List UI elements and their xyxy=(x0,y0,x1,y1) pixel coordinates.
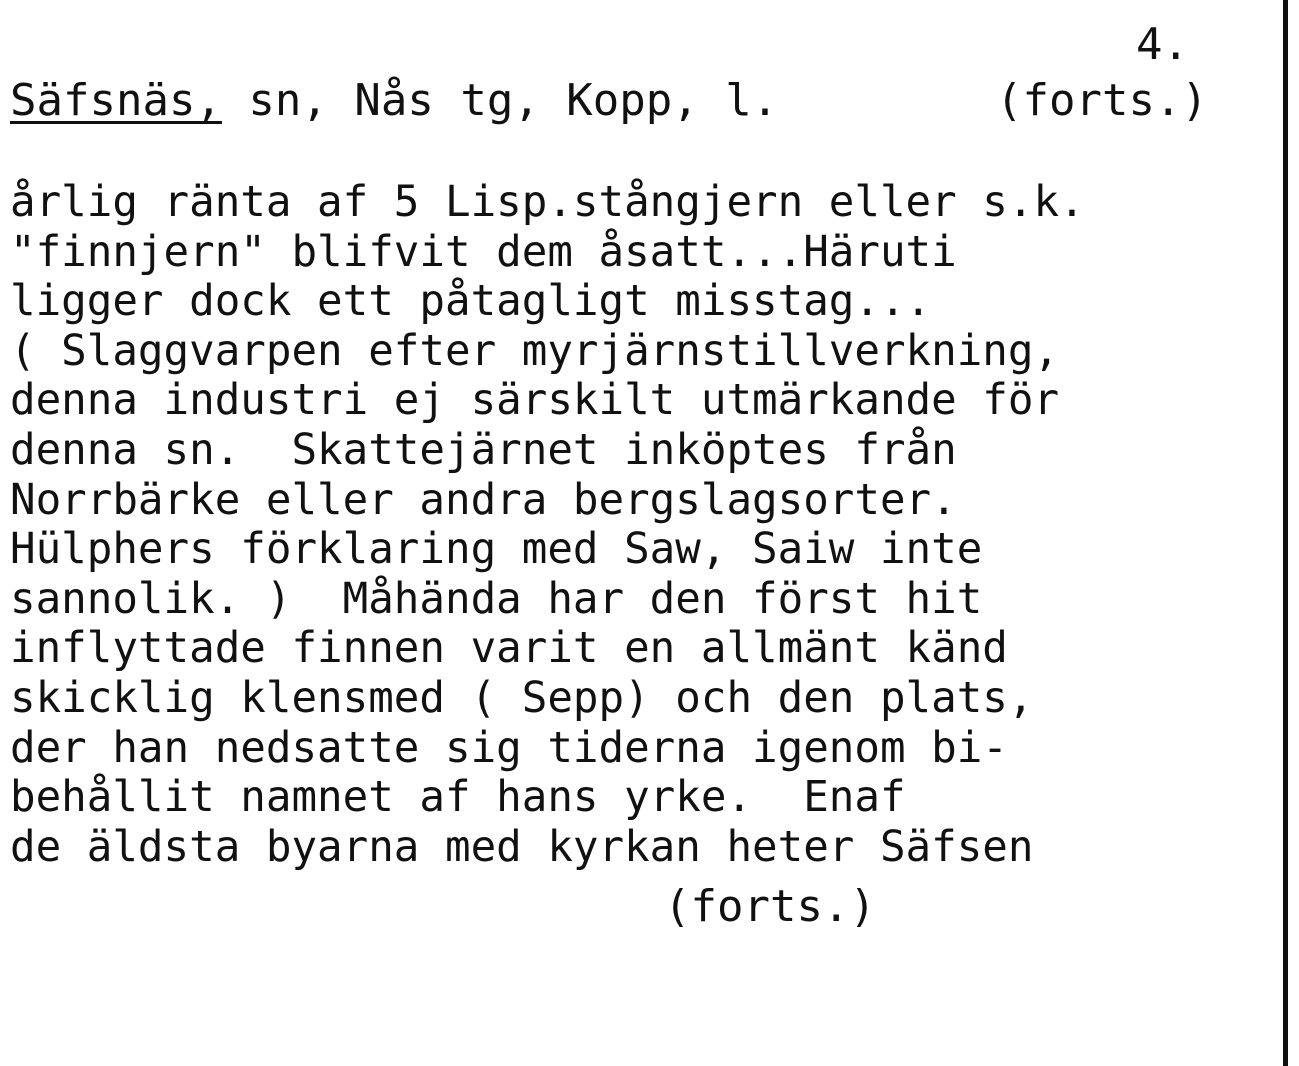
body-line: årlig ränta af 5 Lisp.stångjern eller s.k. xyxy=(10,178,1085,227)
body-line: der han nedsatte sig tiderna igenom bi- xyxy=(10,723,1008,773)
footer-continuation: (forts.) xyxy=(664,881,876,932)
body-line: denna industri ej särskilt utmärkande för xyxy=(10,376,1060,426)
body-line: ligger dock ett påtagligt misstag... xyxy=(10,277,932,327)
body-line: denna sn. Skattejärnet inköptes från xyxy=(10,425,957,475)
body-line: behållit namnet af hans yrke. Enaf xyxy=(10,773,906,823)
body-line: de äldsta byarna med kyrkan heter Säfsen xyxy=(10,822,1034,872)
page-number: 4. xyxy=(1136,19,1189,70)
body-line: Hülphers förklaring med Saw, Saiw inte xyxy=(10,525,983,575)
header-continuation: (forts.) xyxy=(996,75,1208,126)
body-line: "finnjern" blifvit dem åsatt...Häruti xyxy=(10,227,957,277)
card-edge-line xyxy=(1283,0,1288,1066)
header-details: sn, Nås tg, Kopp, l. xyxy=(221,75,779,126)
header-place-name: Säfsnäs, xyxy=(10,75,222,126)
body-line: skicklig klensmed ( Sepp) och den plats, xyxy=(10,673,1034,723)
body-line: inflyttade finnen varit en allmänt känd xyxy=(10,624,1008,674)
body-line: sannolik. ) Måhända har den först hit xyxy=(10,574,983,624)
body-line: ( Slaggvarpen efter myrjärnstillverkning, xyxy=(10,326,1060,376)
body-line: Norrbärke eller andra bergslagsorter. xyxy=(10,475,957,525)
card-header xyxy=(10,76,778,126)
body-text xyxy=(10,178,1275,872)
